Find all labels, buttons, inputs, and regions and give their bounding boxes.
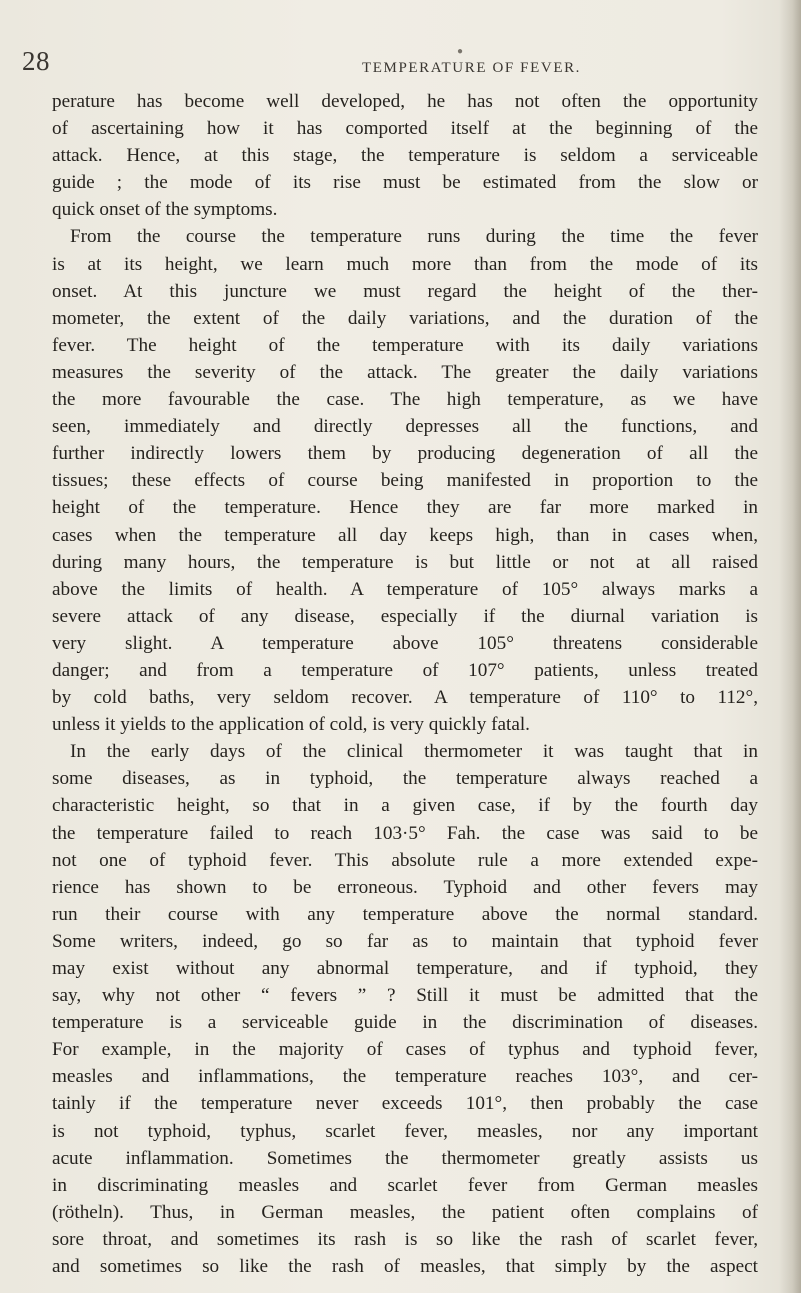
text-line: attack. Hence, at this stage, the temperature is seldom a serviceable <box>52 145 758 167</box>
text-line: quick onset of the symptoms. <box>52 199 278 221</box>
text-line: is not typhoid, typhus, scarlet fever, measles, nor any important <box>52 1120 758 1142</box>
text-line: temperature is a serviceable guide in the discrimination of diseases. <box>52 1012 758 1034</box>
text-line: the temperature failed to reach 103·5° Fah. the case was said to be <box>52 822 758 844</box>
text-line: tissues; these effects of course being manifested in proportion to the <box>52 470 758 492</box>
text-line: sore throat, and sometimes its rash is so like the rash of scarlet fever, <box>52 1228 758 1250</box>
page-header <box>22 46 782 82</box>
ink-mark: ● <box>457 46 464 57</box>
text-line: is at its height, we learn much more than from the mode of its <box>52 253 758 275</box>
text-line: further indirectly lowers them by producing degeneration of all the <box>52 443 758 465</box>
text-line: (rötheln). Thus, in German measles, the patient often complains of <box>52 1201 758 1223</box>
text-line: say, why not other “ fevers ” ? Still it must be admitted that the <box>52 985 758 1007</box>
text-line: run their course with any temperature above the normal standard. <box>52 903 758 925</box>
text-line: Some writers, indeed, go so far as to maintain that typhoid fever <box>52 930 758 952</box>
text-line: rience has shown to be erroneous. Typhoid and other fevers may <box>52 876 758 898</box>
text-line: severe attack of any disease, especially if the diurnal variation is <box>52 605 758 627</box>
body-text <box>52 88 758 1280</box>
text-line: of ascertaining how it has comported itself at the beginning of the <box>52 118 758 140</box>
text-line: in discriminating measles and scarlet fever from German measles <box>52 1174 758 1196</box>
text-line: may exist without any abnormal temperature, and if typhoid, they <box>52 958 758 979</box>
text-line: above the limits of health. A temperature of 105° always marks a <box>52 578 758 600</box>
text-line: onset. At this juncture we must regard the height of the ther- <box>52 280 758 302</box>
paragraph-start-line: From the course the temperature runs during the time the fever <box>70 226 758 248</box>
text-line: measles and inflammations, the temperature reaches 103°, and cer- <box>52 1066 758 1088</box>
text-line: guide ; the mode of its rise must be estimated from the slow or <box>52 172 758 194</box>
text-line: mometer, the extent of the daily variations, and the duration of the <box>52 307 758 329</box>
text-line: danger; and from a temperature of 107° patients, unless treated <box>52 659 758 681</box>
text-line: during many hours, the temperature is but little or not at all raised <box>52 551 758 573</box>
page-edge-shadow <box>779 0 801 1293</box>
text-line: and sometimes so like the rash of measles, that simply by the aspect <box>52 1256 758 1278</box>
text-line: fever. The height of the temperature with its daily variations <box>52 334 758 356</box>
text-line: the more favourable the case. The high temperature, as we have <box>52 389 758 411</box>
paragraph-start-line: In the early days of the clinical thermometer it was taught that in <box>70 741 758 763</box>
text-line: very slight. A temperature above 105° threatens considerable <box>52 632 758 654</box>
text-line: characteristic height, so that in a given case, if by the fourth day <box>52 795 758 817</box>
text-line: some diseases, as in typhoid, the temperature always reached a <box>52 768 758 790</box>
page-number: 28 <box>22 46 50 76</box>
text-line: tainly if the temperature never exceeds 101°, then probably the case <box>52 1093 758 1115</box>
text-line: unless it yields to the application of cold, is very quickly fatal. <box>52 714 530 736</box>
running-head: TEMPERATURE OF FEVER. <box>362 60 582 76</box>
text-line: For example, in the majority of cases of typhus and typhoid fever, <box>52 1039 758 1061</box>
text-line: not one of typhoid fever. This absolute rule a more extended expe- <box>52 849 758 871</box>
text-line: perature has become well developed, he has not often the opportunity <box>52 91 758 112</box>
text-line: measures the severity of the attack. The greater the daily variations <box>52 361 758 383</box>
text-line: by cold baths, very seldom recover. A temperature of 110° to 112°, <box>52 687 758 709</box>
text-line: height of the temperature. Hence they are far more marked in <box>52 497 758 519</box>
text-line: cases when the temperature all day keeps high, than in cases when, <box>52 524 758 546</box>
text-line: seen, immediately and directly depresses all the functions, and <box>52 416 758 438</box>
text-line: acute inflammation. Sometimes the thermometer greatly assists us <box>52 1147 758 1169</box>
